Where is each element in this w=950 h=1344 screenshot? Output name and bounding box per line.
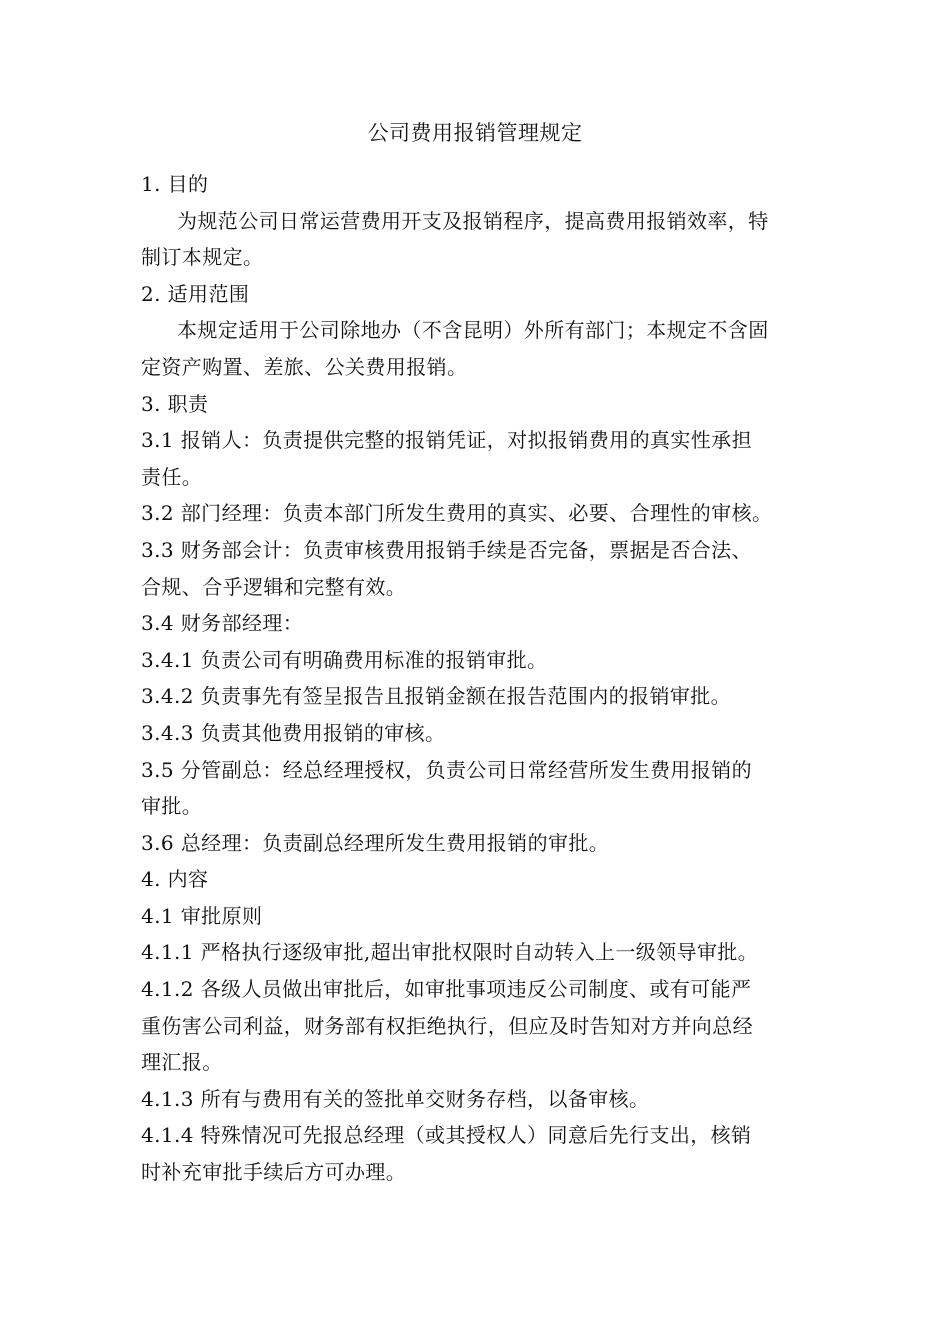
document-body	[141, 166, 813, 1191]
text-line: 4.1.2 各级人员做出审批后，如审批事项违反公司制度、或有可能严	[141, 977, 752, 1002]
text-line: 3.3 财务部会计：负责审核费用报销手续是否完备，票据是否合法、	[141, 537, 752, 562]
text-line: 4.1.4 特殊情况可先报总经理（或其授权人）同意后先行支出，核销	[141, 1123, 752, 1148]
text-line: 审批。	[141, 794, 203, 819]
text-line: 责任。	[141, 464, 203, 489]
text-line: 3.4 财务部经理：	[141, 611, 304, 636]
text-line: 3. 职责	[141, 391, 209, 416]
text-line: 3.4.2 负责事先有签呈报告且报销金额在报告范围内的报销审批。	[141, 684, 732, 709]
text-line: 合规、合乎逻辑和完整有效。	[141, 574, 407, 599]
text-line: 3.2 部门经理：负责本部门所发生费用的真实、必要、合理性的审核。	[141, 501, 773, 526]
text-line: 理汇报。	[141, 1050, 223, 1075]
text-line: 3.6 总经理：负责副总经理所发生费用报销的审批。	[141, 830, 610, 855]
text-line: 4.1.1 严格执行逐级审批,超出审批权限时自动转入上一级领导审批。	[141, 940, 759, 965]
text-line: 1. 目的	[141, 172, 209, 196]
text-line: 定资产购置、差旅、公关费用报销。	[141, 354, 468, 379]
text-line: 本规定适用于公司除地办（不含昆明）外所有部门；本规定不含固	[177, 318, 769, 343]
text-line: 3.1 报销人：负责提供完整的报销凭证，对拟报销费用的真实性承担	[141, 428, 752, 453]
text-line: 2. 适用范围	[141, 281, 250, 306]
text-line: 4.1 审批原则	[141, 903, 263, 928]
text-line: 3.4.1 负责公司有明确费用标准的报销审批。	[141, 647, 548, 672]
document-title: 公司费用报销管理规定	[367, 121, 583, 145]
text-line: 3.4.3 负责其他费用报销的审核。	[141, 720, 446, 745]
text-line: 4. 内容	[141, 867, 209, 892]
text-line: 4.1.3 所有与费用有关的签批单交财务存档，以备审核。	[141, 1086, 650, 1111]
text-line: 3.5 分管副总：经总经理授权，负责公司日常经营所发生费用报销的	[141, 757, 752, 782]
text-line: 制订本规定。	[141, 245, 264, 270]
text-line: 为规范公司日常运营费用开支及报销程序，提高费用报销效率，特	[177, 208, 769, 233]
text-line: 重伤害公司利益，财务部有权拒绝执行，但应及时告知对方并向总经	[141, 1013, 753, 1038]
text-line: 时补充审批手续后方可办理。	[141, 1160, 407, 1185]
